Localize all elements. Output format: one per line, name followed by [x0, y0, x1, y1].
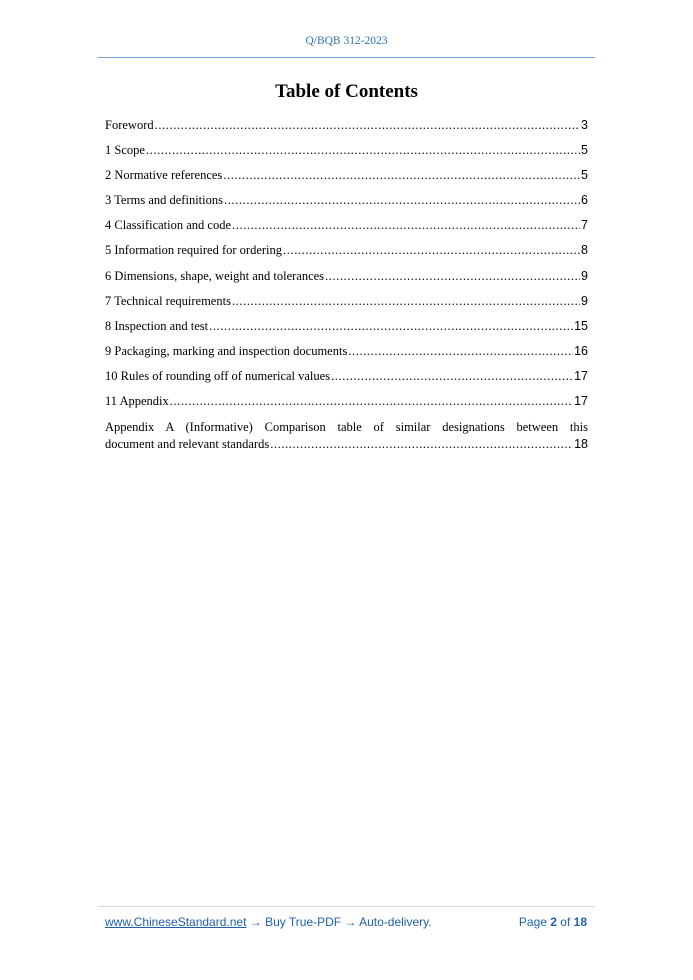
table-of-contents	[105, 118, 588, 453]
toc-entry-page: 15	[574, 318, 588, 333]
toc-entry-page: 17	[574, 394, 588, 409]
total-pages: 18	[573, 915, 587, 929]
toc-entry-technical-requirements[interactable]	[105, 294, 588, 319]
footer-divider	[98, 906, 595, 907]
dot-leader	[232, 294, 580, 309]
dot-leader	[224, 193, 580, 208]
toc-entry-page: 8	[581, 243, 588, 258]
toc-entry-foreword[interactable]	[105, 118, 588, 143]
page-of: of	[556, 915, 574, 929]
toc-entry-scope[interactable]	[105, 143, 588, 168]
toc-entry-title: 6 Dimensions, shape, weight and tolerances	[105, 268, 325, 283]
toc-entry-page: 17	[574, 368, 588, 383]
toc-entry-title: 1 Scope	[105, 143, 145, 158]
header-divider	[98, 57, 595, 58]
toc-entry-page: 7	[581, 218, 588, 233]
toc-entry-normative-references[interactable]	[105, 168, 588, 193]
toc-entry-title: 8 Inspection and test	[105, 318, 209, 333]
toc-entry-title: 11 Appendix	[105, 394, 169, 409]
toc-entry-rules-of-rounding[interactable]	[105, 369, 588, 394]
toc-entry-page: 9	[581, 268, 588, 283]
dot-leader	[283, 243, 580, 258]
website-link[interactable]: www.ChineseStandard.net	[105, 915, 247, 929]
dot-leader	[170, 394, 573, 409]
toc-entry-title-line1: Appendix A (Informative) Comparison table of similar designations between this	[105, 420, 588, 435]
toc-entry-information-for-ordering[interactable]	[105, 243, 588, 268]
toc-entry-page: 16	[574, 343, 588, 358]
toc-entry-inspection-and-test[interactable]	[105, 319, 588, 344]
toc-entry-classification-and-code[interactable]	[105, 218, 588, 243]
dot-leader	[331, 369, 573, 384]
current-page: 2	[550, 915, 557, 929]
toc-entry-title: Foreword	[105, 118, 154, 132]
toc-entry-page: 3	[581, 118, 588, 132]
toc-entry-title: 10 Rules of rounding off of numerical values	[105, 368, 331, 383]
toc-entry-title: 4 Classification and code	[105, 218, 232, 233]
dot-leader	[270, 436, 573, 453]
toc-entry-packaging-marking[interactable]	[105, 344, 588, 369]
toc-entry-title: 3 Terms and definitions	[105, 193, 223, 208]
page-title: Table of Contents	[275, 81, 418, 102]
toc-entry-appendix[interactable]	[105, 394, 588, 419]
toc-entry-dimensions-shape-weight[interactable]	[105, 269, 588, 294]
dot-leader	[146, 143, 580, 158]
footer-promo	[105, 915, 432, 929]
toc-entry-page: 6	[581, 193, 588, 208]
toc-entry-title: 2 Normative references	[105, 168, 223, 183]
dot-leader	[348, 344, 573, 359]
toc-entry-title: 9 Packaging, marking and inspection documents	[105, 343, 348, 358]
toc-entry-title-line2: document and relevant standards	[105, 437, 270, 452]
toc-entry-title: 5 Information required for ordering	[105, 243, 283, 258]
toc-entry-appendix-a[interactable]	[105, 419, 588, 453]
document-code: Q/BQB 312-2023	[305, 35, 388, 47]
toc-entry-page: 5	[581, 143, 588, 158]
toc-entry-page: 9	[581, 293, 588, 308]
dot-leader	[209, 319, 573, 334]
page-prefix: Page	[518, 915, 551, 929]
page-number	[519, 915, 587, 929]
page-footer	[105, 915, 587, 929]
dot-leader	[232, 218, 580, 233]
toc-entry-title: 7 Technical requirements	[105, 293, 231, 308]
toc-entry-page: 18	[574, 437, 588, 452]
toc-entry-terms-and-definitions[interactable]	[105, 193, 588, 218]
dot-leader	[223, 168, 580, 183]
toc-entry-page: 5	[581, 168, 588, 183]
footer-promo-text: → Buy True-PDF → Auto-delivery.	[246, 915, 432, 929]
dot-leader	[325, 269, 580, 284]
dot-leader	[155, 118, 580, 133]
